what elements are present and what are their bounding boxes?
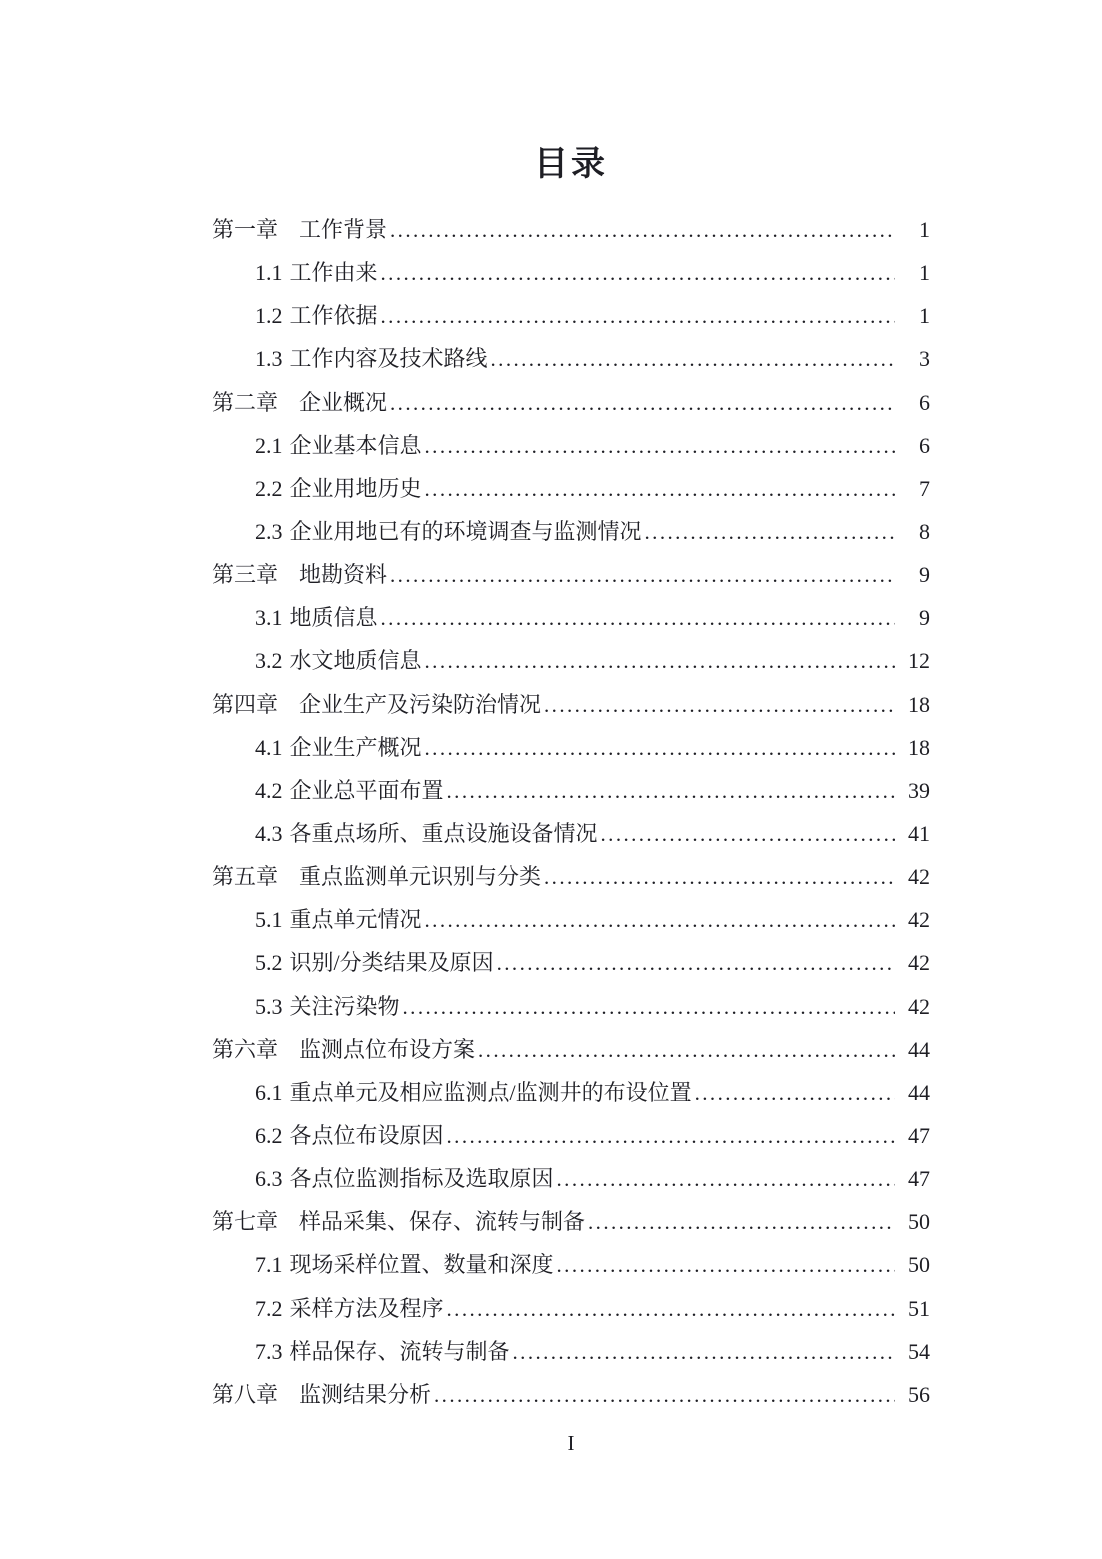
toc-entry-number: 7.3 (255, 1338, 283, 1364)
toc-entry[interactable] (212, 596, 930, 639)
toc-entry[interactable] (212, 812, 930, 855)
toc-entry-number: 2.2 (255, 475, 283, 501)
toc-entry-title: 企业生产及污染防治情况 (299, 691, 542, 717)
toc-entry[interactable] (212, 294, 930, 337)
toc-entry-number: 6.2 (255, 1122, 283, 1148)
toc-entry-number: 第七章 (212, 1209, 279, 1235)
dot-leader (390, 209, 895, 252)
toc-entry-number: 1.3 (255, 346, 283, 372)
toc-entry-number: 5.2 (255, 950, 283, 976)
toc-entry-page: 8 (919, 518, 930, 544)
dot-leader (403, 986, 895, 1029)
toc-entry-page: 1 (919, 260, 930, 286)
toc-entry[interactable] (212, 1071, 930, 1114)
toc-entry-page: 9 (919, 562, 930, 588)
toc-entry-page: 42 (908, 864, 930, 890)
toc-entry-page: 3 (919, 346, 930, 372)
toc-entry-title: 企业生产概况 (289, 734, 422, 760)
toc-entry[interactable] (212, 510, 930, 553)
toc-entry-number: 2.3 (255, 518, 283, 544)
toc-entry-title: 采样方法及程序 (289, 1295, 444, 1321)
toc-entry-title: 工作依据 (289, 303, 378, 329)
toc-entry-title: 工作背景 (299, 217, 388, 242)
dot-leader (491, 338, 895, 381)
dot-leader (425, 899, 895, 942)
dot-leader (588, 1201, 895, 1244)
toc-entry-title: 监测点位布设方案 (299, 1036, 476, 1062)
toc-entry[interactable] (212, 1373, 930, 1416)
dot-leader (447, 1115, 895, 1158)
toc-entry-page: 42 (908, 950, 930, 976)
dot-leader (425, 425, 895, 468)
dot-leader (447, 770, 895, 813)
toc-entry-page: 12 (908, 648, 930, 674)
toc-entry-number: 7.2 (255, 1295, 283, 1321)
dot-leader (447, 1288, 895, 1331)
toc-entry[interactable] (212, 467, 930, 510)
toc-entry[interactable] (212, 898, 930, 941)
toc-entry-title: 识别/分类结果及原因 (289, 950, 494, 976)
dot-leader (425, 640, 895, 683)
toc-entry-title: 企业用地历史 (289, 475, 422, 501)
toc-entry-page: 44 (908, 1036, 930, 1062)
toc-entry-number: 1.2 (255, 303, 283, 329)
toc-entry-page: 41 (908, 820, 930, 846)
toc-page-title: 目录 (534, 146, 608, 183)
toc-entry-number: 第八章 (212, 1381, 279, 1407)
toc-entry-page: 42 (908, 907, 930, 933)
dot-leader (381, 597, 895, 640)
toc-entry-number: 第二章 (212, 389, 279, 415)
toc-entry-page: 1 (919, 217, 930, 242)
toc-entry-number: 1.1 (255, 260, 283, 286)
toc-entry-title: 样品采集、保存、流转与制备 (299, 1209, 586, 1235)
toc-entry-title: 重点单元及相应监测点/监测井的布设位置 (289, 1079, 692, 1105)
toc-entry-number: 第四章 (212, 691, 279, 717)
toc-entry-page: 1 (919, 303, 930, 329)
toc-entry-title: 各点位监测指标及选取原因 (289, 1166, 554, 1192)
dot-leader (695, 1072, 895, 1115)
toc-entry[interactable] (212, 941, 930, 984)
toc-entry-number: 4.2 (255, 777, 283, 803)
toc-entry[interactable] (212, 424, 930, 467)
toc-entry-page: 47 (908, 1166, 930, 1192)
toc-entry-page: 47 (908, 1122, 930, 1148)
toc-entry-page: 39 (908, 777, 930, 803)
dot-leader (513, 1331, 895, 1374)
dot-leader (544, 684, 895, 727)
toc-entry[interactable] (212, 769, 930, 812)
toc-entry[interactable] (212, 855, 930, 898)
toc-entry-page: 18 (908, 734, 930, 760)
dot-leader (390, 382, 895, 425)
toc-entry-page: 6 (919, 389, 930, 415)
toc-entry[interactable] (212, 683, 930, 726)
toc-entry-number: 第五章 (212, 864, 279, 890)
toc-entry[interactable] (212, 985, 930, 1028)
dot-leader (381, 252, 895, 295)
toc-entry-title: 企业概况 (299, 389, 388, 415)
toc-entry[interactable] (212, 1114, 930, 1157)
toc-entry[interactable] (212, 639, 930, 682)
toc-entry-number: 第三章 (212, 562, 279, 588)
toc-entry-title: 企业总平面布置 (289, 777, 444, 803)
toc-entry-page: 7 (919, 475, 930, 501)
toc-entry[interactable] (212, 1243, 930, 1286)
dot-leader (557, 1244, 895, 1287)
toc-entry-page: 42 (908, 993, 930, 1019)
toc-entry-page: 51 (908, 1295, 930, 1321)
toc-entry-number: 7.1 (255, 1252, 283, 1278)
toc-entry-title: 样品保存、流转与制备 (289, 1338, 510, 1364)
dot-leader (425, 727, 895, 770)
toc-entry-title: 各重点场所、重点设施设备情况 (289, 820, 598, 846)
toc-entry-title: 工作由来 (289, 260, 378, 286)
toc-entry-page: 50 (908, 1209, 930, 1235)
toc-entry[interactable] (212, 726, 930, 769)
toc-entry[interactable] (212, 553, 930, 596)
toc-entry-number: 3.2 (255, 648, 283, 674)
toc-entry-number: 4.1 (255, 734, 283, 760)
page-number-footer: I (567, 1431, 575, 1455)
toc-entry-page: 6 (919, 432, 930, 458)
toc-entry-title: 地质信息 (289, 605, 378, 631)
toc-entry-number: 4.3 (255, 820, 283, 846)
toc-entry-page: 56 (908, 1381, 930, 1407)
toc-entry[interactable] (212, 337, 930, 380)
dot-leader (645, 511, 895, 554)
toc-entry-number: 5.3 (255, 993, 283, 1019)
dot-leader (544, 856, 895, 899)
toc-entry-title: 现场采样位置、数量和深度 (289, 1252, 554, 1278)
toc-entry[interactable] (212, 1200, 930, 1243)
toc-entry[interactable] (212, 1287, 930, 1330)
toc-entry[interactable] (212, 1028, 930, 1071)
toc-entry[interactable] (212, 381, 930, 424)
toc-entry-title: 各点位布设原因 (289, 1122, 444, 1148)
toc-entry[interactable] (212, 1330, 930, 1373)
dot-leader (557, 1158, 895, 1201)
toc-entry-number: 第一章 (212, 217, 279, 242)
toc-entry-page: 18 (908, 691, 930, 717)
toc-entry-title: 工作内容及技术路线 (289, 346, 488, 372)
toc-entry-title: 地勘资料 (299, 562, 388, 588)
dot-leader (497, 942, 895, 985)
dot-leader (390, 554, 895, 597)
toc-entry-title: 企业基本信息 (289, 432, 422, 458)
dot-leader (425, 468, 895, 511)
toc-entry-title: 企业用地已有的环境调查与监测情况 (289, 518, 642, 544)
toc-entry-number: 6.3 (255, 1166, 283, 1192)
toc-entry-title: 重点监测单元识别与分类 (299, 864, 542, 890)
toc-entry[interactable] (212, 1157, 930, 1200)
toc-entry-title: 重点单元情况 (289, 907, 422, 933)
toc-entry[interactable] (212, 251, 930, 294)
toc-entry-number: 第六章 (212, 1036, 279, 1062)
toc-entry-title: 水文地质信息 (289, 648, 422, 674)
toc-entry-title: 关注污染物 (289, 993, 400, 1019)
toc-entry-number: 6.1 (255, 1079, 283, 1105)
table-of-contents (212, 208, 930, 1416)
toc-entry-page: 9 (919, 605, 930, 631)
toc-entry-number: 5.1 (255, 907, 283, 933)
toc-entry-page: 50 (908, 1252, 930, 1278)
toc-entry-number: 3.1 (255, 605, 283, 631)
dot-leader (381, 295, 895, 338)
dot-leader (478, 1029, 895, 1072)
dot-leader (434, 1374, 895, 1417)
toc-entry[interactable] (212, 208, 930, 251)
dot-leader (601, 813, 895, 856)
toc-entry-number: 2.1 (255, 432, 283, 458)
toc-entry-page: 44 (908, 1079, 930, 1105)
toc-entry-title: 监测结果分析 (299, 1381, 432, 1407)
toc-entry-page: 54 (908, 1338, 930, 1364)
